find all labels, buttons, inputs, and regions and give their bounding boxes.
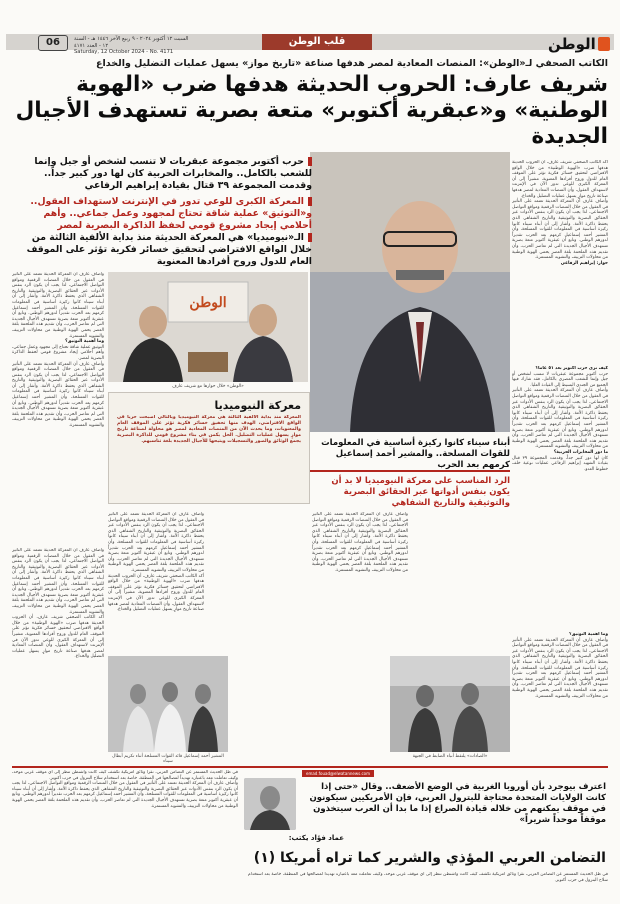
archive-illustration-right bbox=[390, 656, 510, 752]
quote-rule bbox=[310, 470, 510, 472]
qa-answer-1: حرب أكتوبر مجموعة عبقريات لا تنسب لشخص أو جيل وإنما للشعب المصري بالكامل، فقد شارك فيها الجميع من الجندي البسيط إلى القيادة العليا. bbox=[512, 371, 608, 388]
bottom-rule bbox=[12, 766, 608, 768]
archive-caption-left: المشير أحمد إسماعيل قائد القوات المسلحة أثناء تكريم أبطال سيناء bbox=[112, 754, 224, 764]
writer-label: عماد فؤاد يكتب: bbox=[288, 834, 344, 842]
intro-paragraph: أكد الكاتب الصحفي شريف عارف، أن الحروب الحديثة هدفها ضرب «الهوية الوطنية» من خلال الواقع الافتراضي لتحقيق خسائر فكرية تؤثر على الموقف العام للدول وروح أفرادها المعنوية، مشيراً إلى أن المعركة الكبرى للوعي تدور الآن في الإنترنت لاستهداف العقول، وأن المنصات المعادية لمصر هدفها صناعة تاريخ موازٍ يسهل عمليات التضليل والخداع. bbox=[512, 160, 608, 199]
qa-question-2: ما دور المخابرات الحربية؟ bbox=[553, 449, 608, 455]
new-media-box bbox=[108, 392, 310, 504]
qa-question-3: وما أهمية التوثيق؟ bbox=[65, 339, 104, 345]
filler-paragraph-1: وأضاف عارف أن المعركة الحديثة تعتمد على التأثير في العقول من خلال المنصات الرقمية ومواقع التواصل الاجتماعي، لذا يجب أن يكون الرد بنفس الأدوات عبر الحقائق البصرية والتوثيقية والتاريخ الشفاهي الذي يحفظ ذاكرة الأمة. وأشار إلى أن أبناء سيناء كانوا ركيزة أساسية في المعلومات للقوات المسلحة، وأن المشير أحمد إسماعيل كرمهم بعد الحرب تقديراً لدورهم الوطني. وتابع أن عبقرية أكتوبر متعة بصرية تستهدف الأجيال الجديدة التي لم تعاصر الحرب، وأن تقديم هذه الملحمة بلغة العصر يحمي الهوية الوطنية من محاولات التزييف والتشويه المستمرة. bbox=[512, 199, 608, 261]
right-column-text bbox=[512, 366, 608, 626]
kicker: الكاتب الصحفي لـ«الوطن»: المنصات المعادية لمصر هدفها صناعة «تاريخ مواز» يسهل عمليات التضليل والخداع bbox=[96, 58, 608, 69]
portrait-photo bbox=[310, 152, 510, 432]
qa-answer-2: كان لها دور كبير جداً، وقدمت المجموعة ٣٩ قتال بقيادة الشهيد إبراهيم الرفاعي عمليات نوعية خلف خطوط العدو. bbox=[512, 455, 608, 472]
bottom-text-right bbox=[248, 872, 608, 896]
bottom-deck: اعترف بيوجرد بأن أوروبا الغربية في الوضع الأضعف.. وقال «حتى إذا كانت الولايات المتحدة محتاجة للبترول العربي، فإن الأمريكيين سيكونون في موقف يمكنهم من خلاله قيادة الصراع إذا ما بدا أن العرب سيتخذون موقفاً موحداً شريراً» bbox=[309, 782, 606, 825]
filler-paragraph-2: وأضاف عارف أن المعركة الحديثة تعتمد على التأثير في العقول من خلال المنصات الرقمية ومواقع التواصل الاجتماعي، لذا يجب أن يكون الرد بنفس الأدوات عبر الحقائق البصرية والتوثيقية والتاريخ الشفاهي الذي يحفظ ذاكرة الأمة. وأشار إلى أن أبناء سيناء كانوا ركيزة أساسية في المعلومات للقوات المسلحة، وأن المشير أحمد إسماعيل كرمهم بعد الحرب تقديراً لدورهم الوطني. وتابع أن عبقرية أكتوبر متعة بصرية تستهدف الأجيال الجديدة التي لم تعاصر الحرب، وأن تقديم هذه الملحمة بلغة العصر يحمي الهوية الوطنية من محاولات التزييف والتشويه المستمرة. bbox=[512, 388, 608, 450]
qa-answer-3: التوثيق عملية شاقة تحتاج إلى مجهود وعمل جماعي، وأهم أحلامي إيجاد مشروع قومي لحفظ الذاكرة البصرية لمصر. bbox=[12, 344, 104, 361]
filler-paragraph-4: وأضاف عارف أن المعركة الحديثة تعتمد على التأثير في العقول من خلال المنصات الرقمية ومواقع التواصل الاجتماعي، لذا يجب أن يكون الرد بنفس الأدوات عبر الحقائق البصرية والتوثيقية والتاريخ الشفاهي الذي يحفظ ذاكرة الأمة. وأشار إلى أن أبناء سيناء كانوا ركيزة أساسية في المعلومات للقوات المسلحة، وأن المشير أحمد إسماعيل كرمهم بعد الحرب تقديراً لدورهم الوطني. وتابع أن عبقرية أكتوبر متعة بصرية تستهدف الأجيال الجديدة التي لم تعاصر الحرب، وأن تقديم هذه الملحمة بلغة العصر يحمي الهوية الوطنية من محاولات التزييف والتشويه المستمرة. bbox=[12, 361, 104, 429]
interview-photo bbox=[108, 272, 308, 382]
new-media-text: المعركة منذ بداية الألفية الثالثة هي معركة النيوميديا وبالتالي أصبحت حرباً في الواقع الافتراضي، الهدف منها تحقيق خسائر فكرية تؤثر على الموقف العام والمعنويات، وما يحدث الآن من المنصات المعادية لمصر هو محاولة لصناعة تاريخ موازٍ يسهل عمليات التضليل. الحل يكمن في بناء مشروع قومي للذاكرة البصرية يجمع الوثائق والصور والتسجيلات ويتيحها للأجيال الجديدة بلغة تناسبهم. bbox=[117, 415, 301, 444]
filler-paragraph-10: وأضاف عارف أن المعركة الحديثة تعتمد على التأثير في العقول من خلال المنصات الرقمية ومواقع التواصل الاجتماعي، لذا يجب أن يكون الرد بنفس الأدوات عبر الحقائق البصرية والتوثيقية والتاريخ الشفاهي الذي يحفظ ذاكرة الأمة. وأشار إلى أن أبناء سيناء كانوا ركيزة أساسية في المعلومات للقوات المسلحة، وأن المشير أحمد إسماعيل كرمهم بعد الحرب تقديراً لدورهم الوطني. وتابع أن عبقرية أكتوبر متعة بصرية تستهدف الأجيال الجديدة التي لم تعاصر الحرب، وأن تقديم هذه الملحمة بلغة العصر يحمي الهوية الوطنية من محاولات التزييف والتشويه المستمرة. bbox=[512, 637, 608, 699]
interview-by: حوار: إبراهيم الرفاعي bbox=[560, 260, 608, 266]
masthead bbox=[0, 0, 620, 55]
logo-text: الوطن bbox=[548, 35, 596, 53]
svg-text:الوطن: الوطن bbox=[189, 294, 227, 310]
archive-caption-right: «الصادات» يلتقط أنباء الضابط في الجبهة bbox=[412, 754, 488, 759]
bottom-headline: التضامن العربي المؤذي والشرير كما تراه أمريكا (١) bbox=[253, 850, 606, 866]
filler-paragraph-3: وأضاف عارف أن المعركة الحديثة تعتمد على التأثير في العقول من خلال المنصات الرقمية ومواقع التواصل الاجتماعي، لذا يجب أن يكون الرد بنفس الأدوات عبر الحقائق البصرية والتوثيقية والتاريخ الشفاهي الذي يحفظ ذاكرة الأمة. وأشار إلى أن أبناء سيناء كانوا ركيزة أساسية في المعلومات للقوات المسلحة، وأن المشير أحمد إسماعيل كرمهم بعد الحرب تقديراً لدورهم الوطني. وتابع أن عبقرية أكتوبر متعة بصرية تستهدف الأجيال الجديدة التي لم تعاصر الحرب، وأن تقديم هذه الملحمة بلغة العصر يحمي الهوية الوطنية من محاولات التزييف والتشويه المستمرة. bbox=[12, 272, 104, 339]
issue-info bbox=[74, 36, 194, 56]
interview-illustration bbox=[108, 272, 308, 382]
deck-1: حرب أكتوبر مجموعة عبقريات لا تنسب لشخص أو جيل وإنما للشعب بالكامل.. والمخابرات الحربية كان لها دور كبير جداً.. وقدمت المجموعة ٣٩ قتال بقيادة إبراهيم الرفاعي bbox=[12, 156, 312, 192]
bottom-text-left bbox=[12, 770, 238, 892]
deck-2: المعركة الكبرى للوعي تدور في الإنترنت لاستهداف العقول.. و«التوثيق» عملية شاقة تحتاج لمجهود وعمل جماعي.. وأهم أحلامي إيجاد مشروع قومي لحفظ الذاكرة البصرية لمصر bbox=[12, 196, 312, 232]
writer-avatar bbox=[244, 778, 296, 830]
left-column-text bbox=[12, 272, 104, 544]
filler-paragraph-6: وأضاف عارف أن المعركة الحديثة تعتمد على التأثير في العقول من خلال المنصات الرقمية ومواقع التواصل الاجتماعي، لذا يجب أن يكون الرد بنفس الأدوات عبر الحقائق البصرية والتوثيقية والتاريخ الشفاهي الذي يحفظ ذاكرة الأمة. وأشار إلى أن أبناء سيناء كانوا ركيزة أساسية في المعلومات للقوات المسلحة، وأن المشير أحمد إسماعيل كرمهم بعد الحرب تقديراً لدورهم الوطني. وتابع أن عبقرية أكتوبر متعة بصرية تستهدف الأجيال الجديدة التي لم تعاصر الحرب، وأن تقديم هذه الملحمة بلغة العصر يحمي الهوية الوطنية من محاولات التزييف والتشويه المستمرة. bbox=[108, 512, 204, 573]
page-number: 06 bbox=[38, 35, 68, 51]
qa-question-1: كيف ترى حرب أكتوبر بعد ٥١ عاماً؟ bbox=[535, 366, 608, 371]
new-media-title: معركة النيوميديا bbox=[214, 399, 301, 412]
writer-photo bbox=[244, 778, 296, 830]
archive-illustration-left bbox=[108, 656, 228, 752]
deck-3: الـ«نيوميديا» هي المعركة الحديثة منذ بداية الألفية الثالثة من خلال الواقع الافتراضي لتحقيق خسائر فكرية تؤثر على الموقف العام للدول وروح أفرادها المعنوية bbox=[12, 232, 312, 268]
bottom-paragraph-2: وأضاف عارف أن المعركة الحديثة تعتمد على التأثير في العقول من خلال المنصات الرقمية ومواقع التواصل الاجتماعي، لذا يجب أن يكون الرد بنفس الأدوات عبر الحقائق البصرية والتوثيقية والتاريخ الشفاهي الذي يحفظ ذاكرة الأمة. وأشار إلى أن أبناء سيناء كانوا ركيزة أساسية في المعلومات للقوات المسلحة، وأن المشير أحمد إسماعيل كرمهم بعد الحرب تقديراً لدورهم الوطني. وتابع أن عبقرية أكتوبر متعة بصرية تستهدف الأجيال الجديدة التي لم تعاصر الحرب، وأن تقديم هذه الملحمة بلغة العصر يحمي الهوية الوطنية من محاولات التزييف والتشويه المستمرة. bbox=[12, 781, 238, 809]
section-label: قلب الوطن bbox=[262, 34, 372, 50]
archive-photo-right bbox=[390, 656, 510, 752]
writer-email[interactable]: emad.fouad@elwatannews.com bbox=[302, 770, 374, 777]
filler-paragraph-5: وأضاف عارف أن المعركة الحديثة تعتمد على التأثير في العقول من خلال المنصات الرقمية ومواقع التواصل الاجتماعي، لذا يجب أن يكون الرد بنفس الأدوات عبر الحقائق البصرية والتوثيقية والتاريخ الشفاهي الذي يحفظ ذاكرة الأمة. وأشار إلى أن أبناء سيناء كانوا ركيزة أساسية في المعلومات للقوات المسلحة، وأن المشير أحمد إسماعيل كرمهم بعد الحرب تقديراً لدورهم الوطني. وتابع أن عبقرية أكتوبر متعة بصرية تستهدف الأجيال الجديدة التي لم تعاصر الحرب، وأن تقديم هذه الملحمة بلغة العصر يحمي الهوية الوطنية من محاولات التزييف والتشويه المستمرة. bbox=[312, 512, 408, 573]
middle-text-left bbox=[108, 512, 204, 652]
filler-paragraph-7: أكد الكاتب الصحفي شريف عارف، أن الحروب الحديثة هدفها ضرب «الهوية الوطنية» من خلال الواقع الافتراضي لتحقيق خسائر فكرية تؤثر على الموقف العام للدول وروح أفرادها المعنوية، مشيراً إلى أن المعركة الكبرى للوعي تدور الآن في الإنترنت لاستهداف العقول، وأن المنصات المعادية لمصر هدفها صناعة تاريخ موازٍ يسهل عمليات التضليل والخداع. bbox=[108, 573, 204, 613]
main-headline: شريف عارف: الحروب الحديثة هدفها ضرب «الهوية الوطنية» و«عبقرية أكتوبر» متعة بصرية تستهدف الأجيال الجديدة bbox=[15, 72, 608, 149]
far-left-text-2 bbox=[12, 548, 104, 748]
right-column-text-2 bbox=[512, 632, 608, 758]
archive-photo-left bbox=[108, 656, 228, 752]
logo bbox=[548, 34, 610, 54]
logo-mark-icon bbox=[598, 37, 610, 51]
bottom-paragraph-1: في ظل الحديث المستمر عن التضامن العربي، نقرأ وثائق أمريكية تكشف كيف كانت واشنطن تنظر إلى أي موقف عربي موحد، وكيف تعاملت معه باعتباره تهديداً لمصالحها في المنطقة، خاصة بعد استخدام سلاح البترول في حرب أكتوبر. bbox=[12, 770, 238, 781]
issue-line-english: Saturday, 12 October 2024 - No. 4171 bbox=[74, 49, 174, 55]
qa-question-4: وما أهمية التوثيق؟ bbox=[569, 632, 608, 637]
middle-text-right bbox=[312, 512, 408, 652]
intro-text bbox=[512, 160, 608, 360]
portrait-illustration bbox=[310, 152, 510, 432]
filler-paragraph-8: وأضاف عارف أن المعركة الحديثة تعتمد على التأثير في العقول من خلال المنصات الرقمية ومواقع التواصل الاجتماعي، لذا يجب أن يكون الرد بنفس الأدوات عبر الحقائق البصرية والتوثيقية والتاريخ الشفاهي الذي يحفظ ذاكرة الأمة. وأشار إلى أن أبناء سيناء كانوا ركيزة أساسية في المعلومات للقوات المسلحة، وأن المشير أحمد إسماعيل كرمهم بعد الحرب تقديراً لدورهم الوطني. وتابع أن عبقرية أكتوبر متعة بصرية تستهدف الأجيال الجديدة التي لم تعاصر الحرب، وأن تقديم هذه الملحمة بلغة العصر يحمي الهوية الوطنية من محاولات التزييف والتشويه المستمرة. bbox=[12, 548, 104, 615]
bottom-paragraph-3: في ظل الحديث المستمر عن التضامن العربي، نقرأ وثائق أمريكية تكشف كيف كانت واشنطن تنظر إلى أي موقف عربي موحد، وكيف تعاملت معه باعتباره تهديداً لمصالحها في المنطقة، خاصة بعد استخدام سلاح البترول في حرب أكتوبر. bbox=[248, 872, 608, 883]
interview-photo-caption: «الوطن» خلال حوارها مع شريف عارف bbox=[172, 384, 244, 389]
pull-quote: الرد المناسب على معركة النيوميديا لا بد أن يكون بنفس أدواتها عبر الحقائق البصرية والتوثيقية والتاريخ الشفاهي bbox=[331, 476, 510, 508]
sinai-statement: أبناء سيناء كانوا ركيزة أساسية في المعلومات للقوات المسلحة.. والمشير أحمد إسماعيل كرمهم بعد الحرب bbox=[321, 438, 510, 470]
filler-paragraph-9: أكد الكاتب الصحفي شريف عارف، أن الحروب الحديثة هدفها ضرب «الهوية الوطنية» من خلال الواقع الافتراضي لتحقيق خسائر فكرية تؤثر على الموقف العام للدول وروح أفرادها المعنوية، مشيراً إلى أن المعركة الكبرى للوعي تدور الآن في الإنترنت لاستهداف العقول، وأن المنصات المعادية لمصر هدفها صناعة تاريخ موازٍ يسهل عمليات التضليل والخداع. bbox=[12, 615, 104, 660]
issue-line-arabic: السبت ١٢ أكتوبر ٢٠٢٤ - ٩ ربيع الآخر ١٤٤٦ هـ - السنة ١٢ - العدد ٤١٧١ bbox=[74, 36, 189, 49]
